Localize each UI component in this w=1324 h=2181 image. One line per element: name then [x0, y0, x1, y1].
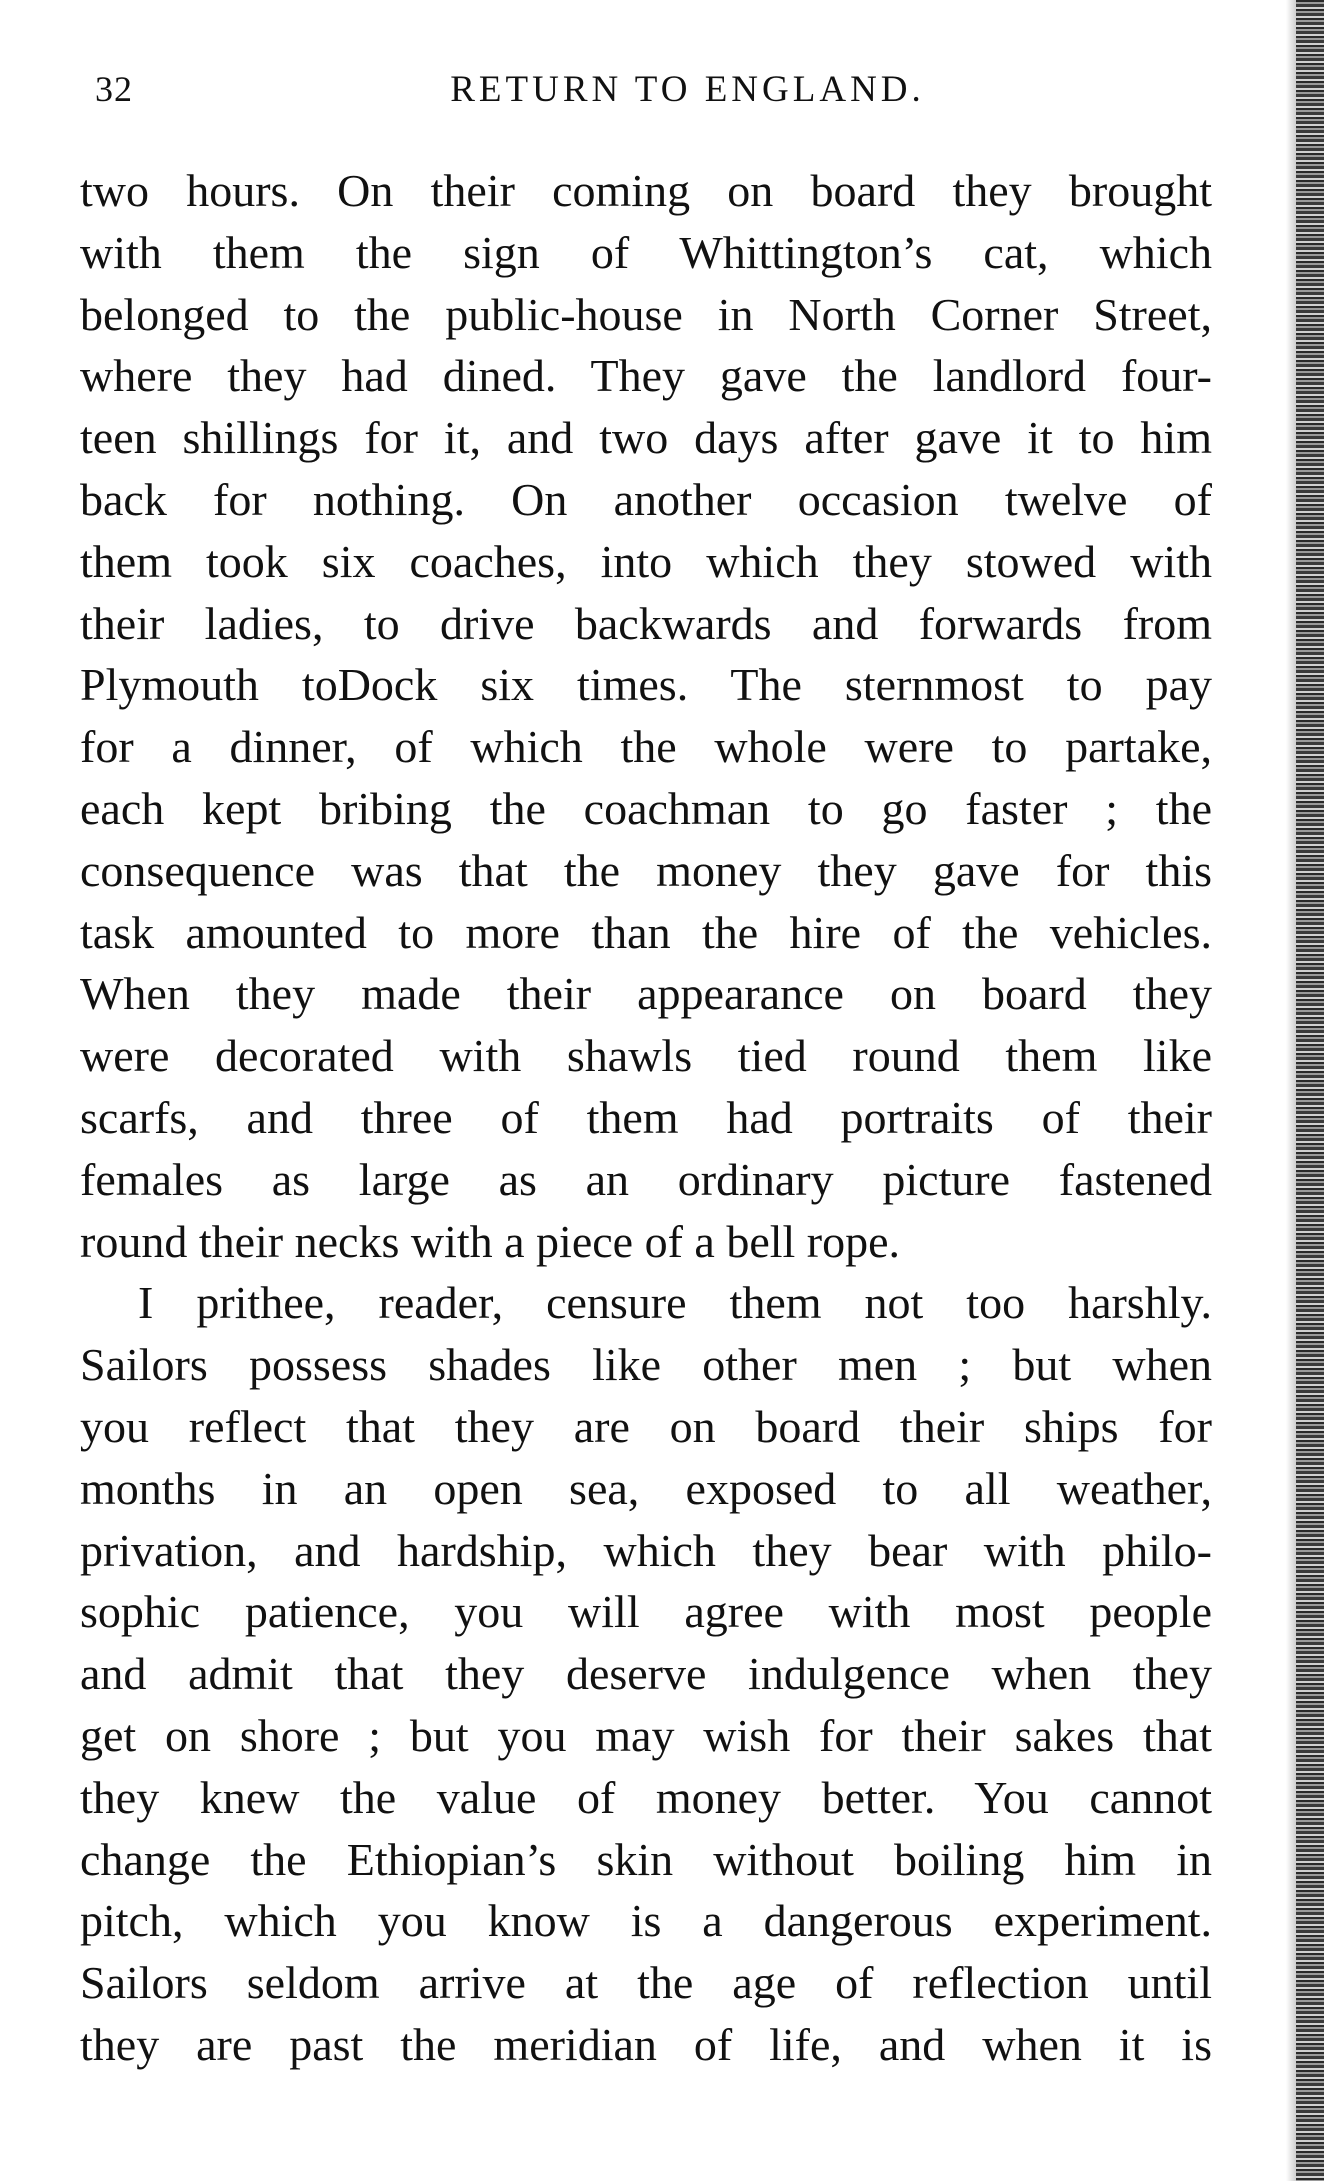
binding-shadow	[1286, 0, 1296, 2181]
text-line: Sailors possess shades like other men ; but when	[80, 1339, 1212, 1391]
text-line: where they had dined. They gave the landlord four-	[80, 350, 1212, 402]
text-line: were decorated with shawls tied round them like	[80, 1030, 1212, 1082]
text-line: Sailors seldom arrive at the age of reflection until	[80, 1957, 1212, 2009]
text-line: months in an open sea, exposed to all weather,	[80, 1462, 1212, 1514]
body-text	[80, 160, 1212, 2076]
text-line: them took six coaches, into which they stowed with	[80, 535, 1212, 587]
text-line: teen shillings for it, and two days after gave it to him	[80, 412, 1212, 464]
text-line: get on shore ; but you may wish for their sakes that	[80, 1709, 1212, 1761]
text-line: each kept bribing the coachman to go faster ; the	[80, 782, 1212, 834]
paragraph-last-line: round their necks with a piece of a bell rope.	[80, 1215, 901, 1267]
text-line: consequence was that the money they gave for this	[80, 844, 1212, 896]
text-line: Plymouth toDock six times. The sternmost to pay	[80, 659, 1212, 711]
text-line: task amounted to more than the hire of the vehicles.	[80, 906, 1212, 958]
text-line: When they made their appearance on board they	[80, 968, 1212, 1020]
text-line: two hours. On their coming on board they brought	[80, 165, 1212, 216]
text-line: pitch, which you know is a dangerous experiment.	[80, 1895, 1212, 1947]
text-line: females as large as an ordinary picture fastened	[80, 1153, 1212, 1205]
running-head	[95, 68, 1220, 118]
text-line: change the Ethiopian’s skin without boiling him in	[80, 1833, 1212, 1885]
text-line: you reflect that they are on board their ships for	[80, 1400, 1212, 1452]
text-line: back for nothing. On another occasion twelve of	[80, 473, 1212, 525]
paragraph-first-line: I prithee, reader, censure them not too harshly.	[138, 1277, 1212, 1329]
text-line: their ladies, to drive backwards and forwards from	[80, 597, 1212, 649]
page-number: 32	[95, 69, 133, 109]
text-line: scarfs, and three of them had portraits of their	[80, 1091, 1212, 1143]
text-line: and admit that they deserve indulgence when they	[80, 1648, 1212, 1700]
page-binding-edge	[1296, 0, 1324, 2181]
text-line: privation, and hardship, which they bear with philo-	[80, 1524, 1212, 1576]
running-title: RETURN TO ENGLAND.	[450, 69, 925, 110]
text-line: they knew the value of money better. You cannot	[80, 1771, 1212, 1823]
text-line: belonged to the public-house in North Corner Street,	[80, 288, 1212, 340]
text-line: they are past the meridian of life, and when it is	[80, 2018, 1212, 2070]
text-line: for a dinner, of which the whole were to partake,	[80, 721, 1212, 773]
text-line: with them the sign of Whittington’s cat, which	[80, 226, 1212, 278]
text-line: sophic patience, you will agree with most people	[80, 1586, 1212, 1638]
